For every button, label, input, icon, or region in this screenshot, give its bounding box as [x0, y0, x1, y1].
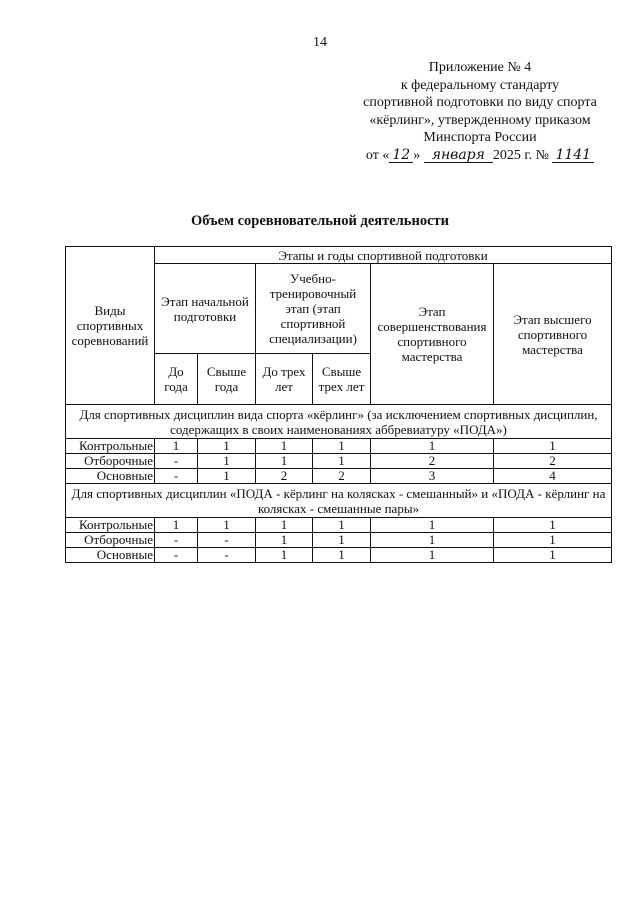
- table-cell: 1: [371, 439, 494, 454]
- table-cell: -: [155, 469, 198, 484]
- competition-kind: Отборочные: [66, 454, 155, 469]
- table-cell: 1: [313, 548, 371, 563]
- table-cell: 1: [155, 439, 198, 454]
- appendix-block: [330, 59, 630, 164]
- subheader-up-to-three-years: До трех лет: [256, 354, 313, 405]
- table-cell: 1: [256, 439, 313, 454]
- table-cell: 1: [313, 454, 371, 469]
- appendix-line: «кёрлинг», утвержденному приказом: [369, 112, 591, 128]
- table-row: [66, 439, 612, 454]
- appendix-line: к федеральному стандарту: [400, 77, 560, 93]
- section-heading: Для спортивных дисциплин вида спорта «кёрлинг» (за исключением спортивных дисциплин, содержащих в своих наименованиях аббревиатуру «ПОДА»): [66, 405, 612, 439]
- document-title: Объем соревновательной деятельности: [191, 213, 449, 229]
- appendix-line: Приложение № 4: [428, 60, 532, 75]
- section-heading: Для спортивных дисциплин «ПОДА - кёрлинг на колясках - смешанный» и «ПОДА - кёрлинг на колясках - смешанные пары»: [66, 484, 612, 518]
- header-stage-training: Учебно-тренировочный этап (этап спортивной специализации): [256, 264, 371, 354]
- handwritten-month: января: [424, 148, 493, 163]
- table-cell: 1: [256, 548, 313, 563]
- table-cell: -: [198, 533, 256, 548]
- page-number: 14: [313, 35, 327, 50]
- header-stage-perfection: Этап совершенствования спортивного мастерства: [371, 264, 494, 405]
- table-cell: 1: [313, 439, 371, 454]
- table-cell: 1: [371, 548, 494, 563]
- date-year: 2025 г. №: [492, 147, 549, 163]
- table-cell: 2: [256, 469, 313, 484]
- table-row: [66, 533, 612, 548]
- table-row: [66, 454, 612, 469]
- date-prefix: от «: [365, 147, 390, 163]
- competition-kind: Контрольные: [66, 439, 155, 454]
- table-cell: 1: [494, 518, 612, 533]
- table-cell: 2: [494, 454, 612, 469]
- table-row: [66, 548, 612, 563]
- appendix-line: спортивной подготовки по виду спорта: [363, 95, 597, 110]
- table-cell: -: [155, 454, 198, 469]
- appendix-line: Минспорта России: [423, 130, 537, 145]
- header-competition-kinds: Виды спортивных соревнований: [66, 247, 155, 405]
- handwritten-day: 12: [389, 148, 413, 163]
- date-mid: »: [413, 147, 421, 163]
- table-cell: 1: [313, 518, 371, 533]
- header-stage-highest: Этап высшего спортивного мастерства: [494, 264, 612, 405]
- subheader-up-to-year: До года: [155, 354, 198, 405]
- table-cell: 1: [313, 533, 371, 548]
- table-cell: -: [198, 548, 256, 563]
- table-cell: 1: [494, 439, 612, 454]
- table-cell: 1: [198, 469, 256, 484]
- competition-kind: Контрольные: [66, 518, 155, 533]
- header-stage-initial: Этап начальной подготовки: [155, 264, 256, 354]
- competition-kind: Отборочные: [66, 533, 155, 548]
- table-cell: 1: [494, 548, 612, 563]
- table-cell: 2: [371, 454, 494, 469]
- table-cell: 1: [198, 439, 256, 454]
- handwritten-order-number: 1141: [552, 148, 594, 163]
- header-stages: Этапы и годы спортивной подготовки: [155, 247, 612, 264]
- table-cell: 1: [371, 518, 494, 533]
- table-cell: 1: [155, 518, 198, 533]
- table-cell: 1: [198, 454, 256, 469]
- table-cell: 1: [256, 454, 313, 469]
- table-cell: 1: [256, 533, 313, 548]
- table-row: [66, 469, 612, 484]
- order-date-line: [330, 147, 630, 165]
- subheader-over-three-years: Свыше трех лет: [313, 354, 371, 405]
- table-cell: 1: [198, 518, 256, 533]
- table-cell: 1: [256, 518, 313, 533]
- table-cell: -: [155, 533, 198, 548]
- table-cell: 1: [371, 533, 494, 548]
- table-row: [66, 518, 612, 533]
- table-cell: 3: [371, 469, 494, 484]
- table-cell: 1: [494, 533, 612, 548]
- subheader-over-year: Свыше года: [198, 354, 256, 405]
- competition-kind: Основные: [66, 469, 155, 484]
- competition-kind: Основные: [66, 548, 155, 563]
- table-cell: -: [155, 548, 198, 563]
- competition-volume-table: [65, 246, 612, 563]
- table-cell: 4: [494, 469, 612, 484]
- table-cell: 2: [313, 469, 371, 484]
